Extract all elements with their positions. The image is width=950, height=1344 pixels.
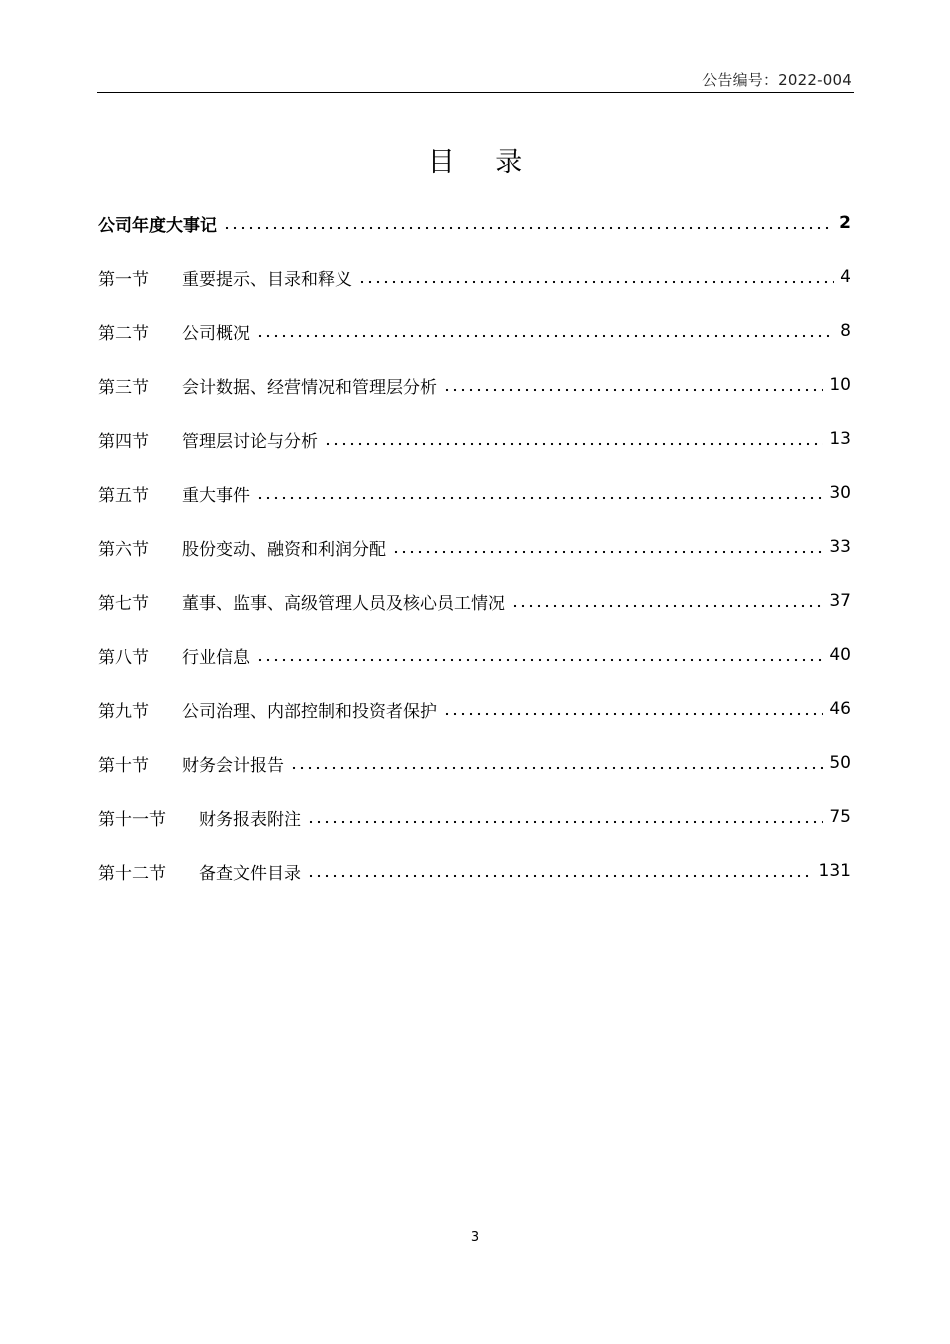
toc-entry-section-6[interactable] — [98, 532, 851, 562]
toc-entry-page: 75 — [829, 807, 851, 827]
toc-entry-section-3[interactable] — [98, 370, 851, 400]
toc-entry-yearly-events[interactable] — [98, 208, 851, 238]
toc-entry-name: 会计数据、经营情况和管理层分析 — [182, 377, 437, 398]
toc-leader-dots — [358, 280, 834, 284]
toc-entry-page: 2 — [839, 213, 851, 233]
toc-entry-page: 37 — [829, 591, 851, 611]
toc-entry-name: 公司年度大事记 — [98, 215, 217, 236]
announcement-number: 公告编号：2022-004 — [702, 71, 852, 89]
toc-leader-dots — [324, 442, 823, 446]
toc-leader-dots — [256, 334, 834, 338]
toc-entry-section-4[interactable] — [98, 424, 851, 454]
toc-leader-dots — [443, 388, 823, 392]
toc-entry-name: 董事、监事、高级管理人员及核心员工情况 — [182, 593, 505, 614]
toc-leader-dots — [443, 712, 823, 716]
toc-entry-name: 重大事件 — [182, 485, 250, 506]
toc-entry-page: 13 — [829, 429, 851, 449]
page-header — [97, 66, 854, 93]
toc-entry-section-12[interactable] — [98, 856, 851, 886]
toc-leader-dots — [511, 604, 823, 608]
toc-entry-page: 8 — [840, 321, 851, 341]
toc-leader-dots — [290, 766, 823, 770]
toc-entry-section-10[interactable] — [98, 748, 851, 778]
toc-entry-page: 50 — [829, 753, 851, 773]
toc-entry-section: 第二节 — [98, 323, 149, 344]
toc-entry-section-9[interactable] — [98, 694, 851, 724]
toc-entry-name: 股份变动、融资和利润分配 — [182, 539, 386, 560]
toc-entry-section: 第六节 — [98, 539, 149, 560]
toc-entry-page: 30 — [829, 483, 851, 503]
toc-entry-section-1[interactable] — [98, 262, 851, 292]
toc-leader-dots — [307, 820, 823, 824]
toc-entry-page: 131 — [818, 861, 851, 881]
toc-entry-section-8[interactable] — [98, 640, 851, 670]
toc-entry-name: 财务会计报告 — [182, 755, 284, 776]
toc-entry-name: 公司治理、内部控制和投资者保护 — [182, 701, 437, 722]
toc-entry-section: 第十一节 — [98, 809, 166, 830]
toc-entry-section: 第四节 — [98, 431, 149, 452]
toc-entry-page: 46 — [829, 699, 851, 719]
toc-entry-section: 第五节 — [98, 485, 149, 506]
toc-leader-dots — [256, 658, 823, 662]
page-title: 目 录 — [427, 147, 539, 178]
toc-entry-name: 公司概况 — [182, 323, 250, 344]
toc-entry-name: 备查文件目录 — [199, 863, 301, 884]
toc-entry-section: 第九节 — [98, 701, 149, 722]
toc-entry-section: 第七节 — [98, 593, 149, 614]
toc-entry-section: 第三节 — [98, 377, 149, 398]
toc-entry-section: 第十二节 — [98, 863, 166, 884]
toc-leader-dots — [392, 550, 823, 554]
toc-entry-section-11[interactable] — [98, 802, 851, 832]
toc-entry-page: 10 — [829, 375, 851, 395]
toc-entry-name: 重要提示、目录和释义 — [182, 269, 352, 290]
toc-entry-name: 财务报表附注 — [199, 809, 301, 830]
toc-entry-section-2[interactable] — [98, 316, 851, 346]
toc-entry-page: 33 — [829, 537, 851, 557]
toc-entry-name: 管理层讨论与分析 — [182, 431, 318, 452]
toc-entry-section: 第一节 — [98, 269, 149, 290]
toc-entry-page: 4 — [840, 267, 851, 287]
toc-entry-section-7[interactable] — [98, 586, 851, 616]
toc-entry-section: 第十节 — [98, 755, 149, 776]
toc-entry-page: 40 — [829, 645, 851, 665]
toc-leader-dots — [307, 874, 813, 878]
toc-leader-dots — [223, 226, 833, 230]
toc-entry-name: 行业信息 — [182, 647, 250, 668]
page-number: 3 — [470, 1230, 480, 1245]
toc-leader-dots — [256, 496, 823, 500]
toc-entry-section: 第八节 — [98, 647, 149, 668]
toc-entry-section-5[interactable] — [98, 478, 851, 508]
